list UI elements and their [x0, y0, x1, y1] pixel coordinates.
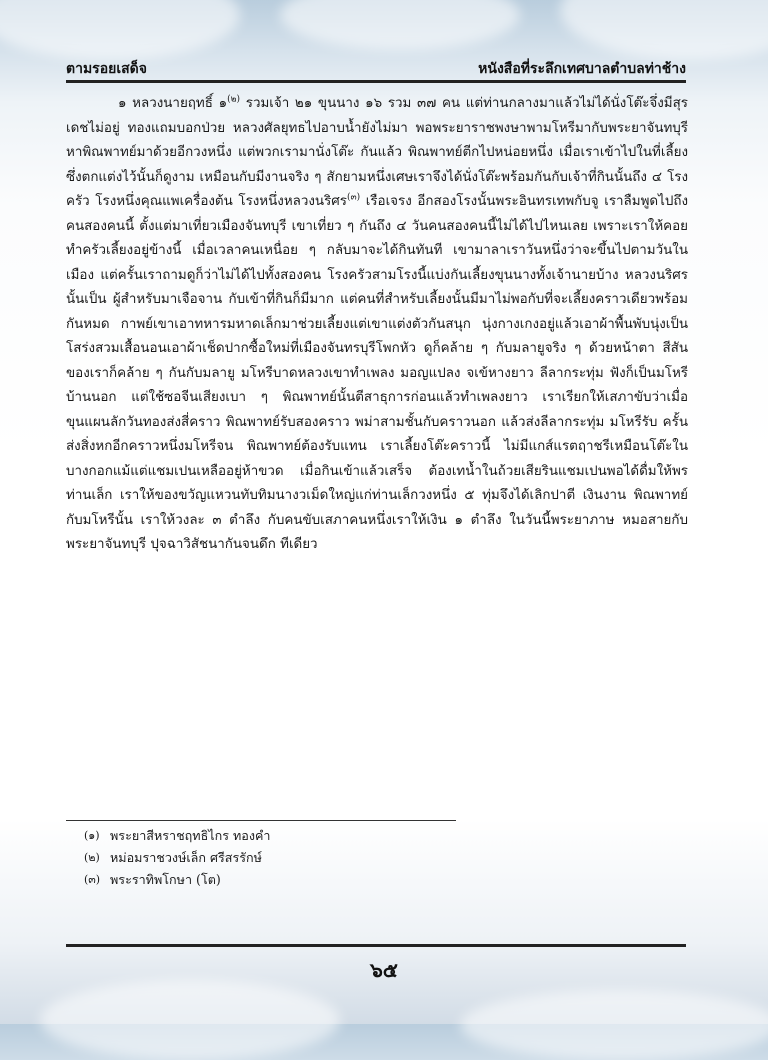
body-segment-3: เรือเจรง อีกสองโรงนั้นพระอินทรเทพกับจู เราลืมพูดไปถึงคนสองคนนี้ ตั้งแต่มาเที่ยวเมืองจันทบุรี เขาเที่ยว ๆ กันถึง ๔ วันคนสองคนนี้ไม่ได้ไปไหนเลย เพราะเราให้คอยทำครัวเลี้ยงอยู่ข้างนี้ เมื่อเวลาคนเหนื่อย ๆ กลับมาจะได้กินทันที เขามาลาเราวันหนึ่งว่าจะขึ้นไปตามวันในเมือง แต่ครั้นเราถามดูก็ว่าไม่ได้ไปทั้งสองคน โรงครัวสามโรงนี้แบ่งกันเลี้ยงขุนนางทั้งเจ้านายบ้าง หลวงนริศรนั้นเป็น ผู้สำหรับมาเจือจาน กับเข้าที่กินก็มีมาก แต่คนที่สำหรับเลี้ยงนั้นมีมาไม่พอกับที่จะเลี้ยงคราวเดียวพร้อมกันหมด กาพย์เขาเอาทหารมหาดเล็กมาช่วยเลี้ยงแต่เขาแต่งตัวกันสนุก นุ่งกางเกงอยู่แล้วเอาผ้าพื้นพับนุ่งเป็นโสร่งสวมเสื้อนอนเอาผ้าเช็ดปากซื้อใหม่ที่เมืองจันทรบุรีโพกหัว ดูก็คล้าย ๆ กับมลายูจริง ๆ ด้วยหน้าตา สีสันของเราก็คล้าย ๆ กันกับมลายู มโหรีบาดหลวงเขาทำเพลง มอญแปลง จเข้หางยาว ลีลากระทุ่ม ฟังก็เป็นมโหรีบ้านนอก แต่ใช้ซอจีนเสียงเบา ๆ พิณพาทย์นั้นตีสาธุการก่อนแล้วทำเพลงยาว เราเรียกให้เสภาขับว่าเมื่อขุนแผนลักวันทองส่งสี่คราว พิณพาทย์รับสองคราว พม่าสามชั้นกับคราวนอก แล้วส่งลีลากระทุ่ม มโหรีรับ ครั้นส่งสิ่งหกอีกคราวหนึ่งมโหรีจน พิณพาทย์ต้องรับแทน เราเลี้ยงโต๊ะคราวนี้ ไม่มีแกส์แรตฤาชรีเหมือนโต๊ะในบางกอกแม้แต่แชมเปนเหลืออยู่ห้าขวด เมื่อกินเข้าแล้วเสร็จ ต้องเทน้ำในถ้วยเสียรินแชมเปนพอได้ดื่มให้พรท่านเล็ก เราให้ของขวัญแหวนทับทิมนางวเม็ดใหญ่แก่ท่านเล็กวงหนึ่ง ๕ ทุ่มจึงได้เลิกปาตี เงินงาน พิณพาทย์กับมโหรีนั้น เราให้วงละ ๓ ตำลึง กับคนขับเสภาคนหนึ่งเราให้เงิน ๑ ตำลึง ในวันนี้พระยาภาษ หมอสายกับพระยาจันทบุรี ปุจฉาวิสัชนากันจนดึก ทีเดียว [66, 194, 688, 552]
body-segment-1: ๑ หลวงนายฤทธิ์ ๑ [118, 96, 228, 111]
footnotes [84, 825, 644, 891]
body-text [66, 92, 688, 558]
footnote-ref-2: (๒) [227, 94, 241, 105]
page-header [66, 58, 686, 80]
footnote-ref-3: (๓) [346, 192, 361, 203]
footnote-item [84, 869, 644, 891]
footnote-text: พระราทิพโกษา (โต) [110, 872, 221, 887]
footnote-item [84, 847, 644, 869]
footnote-mark: (๒) [84, 851, 100, 864]
footnote-mark: (๑) [84, 829, 100, 842]
header-left-title: ตามรอยเสด็จ [66, 61, 147, 77]
footer-rule [66, 944, 686, 947]
footnote-item [84, 825, 644, 847]
header-rule [66, 80, 686, 83]
footnote-text: หม่อมราชวงษ์เล็ก ศรีสรรักษ์ [110, 850, 262, 865]
footnote-rule [66, 820, 456, 821]
footnote-mark: (๓) [84, 873, 101, 886]
page-number: ๖๕ [370, 958, 398, 982]
header-right-title: หนังสือที่ระลึกเทศบาลตำบลท่าช้าง [478, 61, 686, 77]
body-segment-2: รวมเจ้า ๒๑ ขุนนาง ๑๖ รวม ๓๗ คน แต่ท่านกลางมาแล้วไม่ได้นั่งโต๊ะจึ่งมีสุรเดชไม่อยู่ ทองแถมบอกป่วย หลวงศัลยุทธไปอาบน้ำยังไม่มา พอพระยาราชพงษาพามโหรีมากับพระยาจันทบุรีหาพิณพาทย์มาด้วยอีกวงหนึ่ง แต่พวกเรามานั่งโต๊ะ กันแล้ว พิณพาทย์ตีกไปหน่อยหนึ่ง เมื่อเราเข้าไปในที่เลี้ยงซึ่งตกแต่งไว้นั้นก็ดูงาม เหมือนกับมีงานจริง ๆ สักยามหนึ่งเศษเราจึงได้นั่งโต๊ะพร้อมกันกับเจ้าที่กินนั้นถึง ๔ โรงครัว โรงหนึ่งคุณแพเครื่องต้น โรงหนึ่งหลวงนริศร [66, 96, 688, 209]
body-paragraph [66, 92, 688, 558]
footnote-text: พระยาสีหราชฤทธิไกร ทองคำ [110, 828, 271, 843]
